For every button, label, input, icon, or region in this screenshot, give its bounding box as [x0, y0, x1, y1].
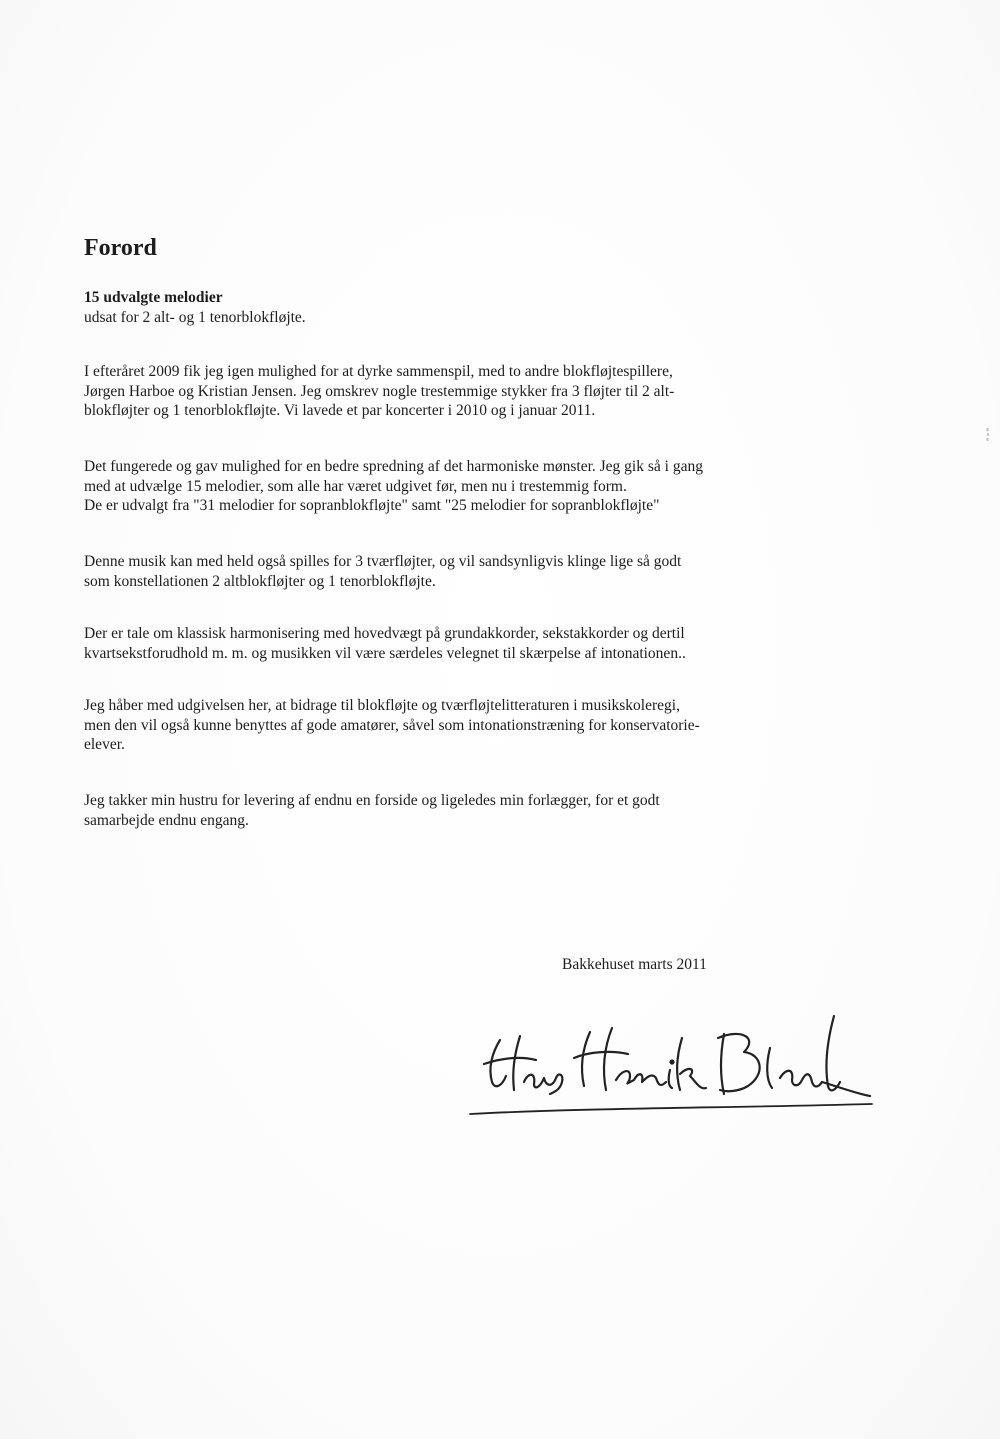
paragraph-line: De er udvalgt fra "31 melodier for sopranblokfløjte" samt "25 melodier for sopranblokfløjte"	[84, 497, 660, 514]
place-and-date: Bakkehuset marts 2011	[562, 956, 707, 973]
scan-mark	[986, 428, 990, 442]
paragraph-line: men den vil også kunne benyttes af gode amatører, såvel som intonationstræning for konservatorie-	[84, 716, 700, 734]
paragraph-line: Jeg håber med udgivelsen her, at bidrage til blokfløjte og tværfløjtelitteraturen i musikskoleregi,	[84, 697, 680, 714]
paragraph-thanks	[84, 791, 904, 830]
document-subtitle: 15 udvalgte melodier	[84, 289, 223, 306]
paragraph-line: elever.	[84, 736, 125, 753]
paragraph-selection	[84, 457, 904, 516]
paragraph-line: Jørgen Harboe og Kristian Jensen. Jeg omskrev nogle trestemmige stykker fra 3 fløjter til 2 alt-	[84, 382, 675, 400]
paragraph-line: Jeg takker min hustru for levering af endnu en forside og ligeledes min forlægger, for et godt	[84, 792, 660, 809]
paragraph-line: Der er tale om klassisk harmonisering med hovedvægt på grundakkorder, sekstakkorder og dertil	[84, 625, 685, 642]
paragraph-line: I efteråret 2009 fik jeg igen mulighed for at dyrke sammenspil, med to andre blokfløjtespillere,	[84, 363, 673, 380]
handwritten-signature	[462, 998, 882, 1128]
paragraph-instrumentation	[84, 552, 904, 591]
paragraph-line: kvartsekstforudhold m. m. og musikken vil være særdeles velegnet til skærpelse af intonationen..	[84, 644, 686, 662]
paragraph-line: samarbejde endnu engang.	[84, 811, 249, 829]
paragraph-line: Det fungerede og gav mulighed for en bedre spredning af det harmoniske mønster. Jeg gik så i gang	[84, 458, 703, 475]
paragraph-line: Denne musik kan med held også spilles for 3 tværfløjter, og vil sandsynligvis klinge lige så godt	[84, 553, 682, 570]
paragraph-line: blokfløjter og 1 tenorblokfløjte. Vi lavede et par koncerter i 2010 og i januar 2011.	[84, 402, 596, 419]
paragraph-background	[84, 362, 904, 421]
paragraph-purpose	[84, 696, 904, 755]
paragraph-harmonization	[84, 624, 904, 663]
page-title: Forord	[84, 235, 157, 261]
paragraph-line: med at udvælge 15 melodier, som alle har været udgivet før, men nu i trestemmig form.	[84, 477, 627, 495]
document-subtitle-detail: udsat for 2 alt- og 1 tenorblokfløjte.	[84, 309, 306, 326]
paragraph-line: som konstellationen 2 altblokfløjter og 1 tenorblokfløjte.	[84, 572, 436, 590]
